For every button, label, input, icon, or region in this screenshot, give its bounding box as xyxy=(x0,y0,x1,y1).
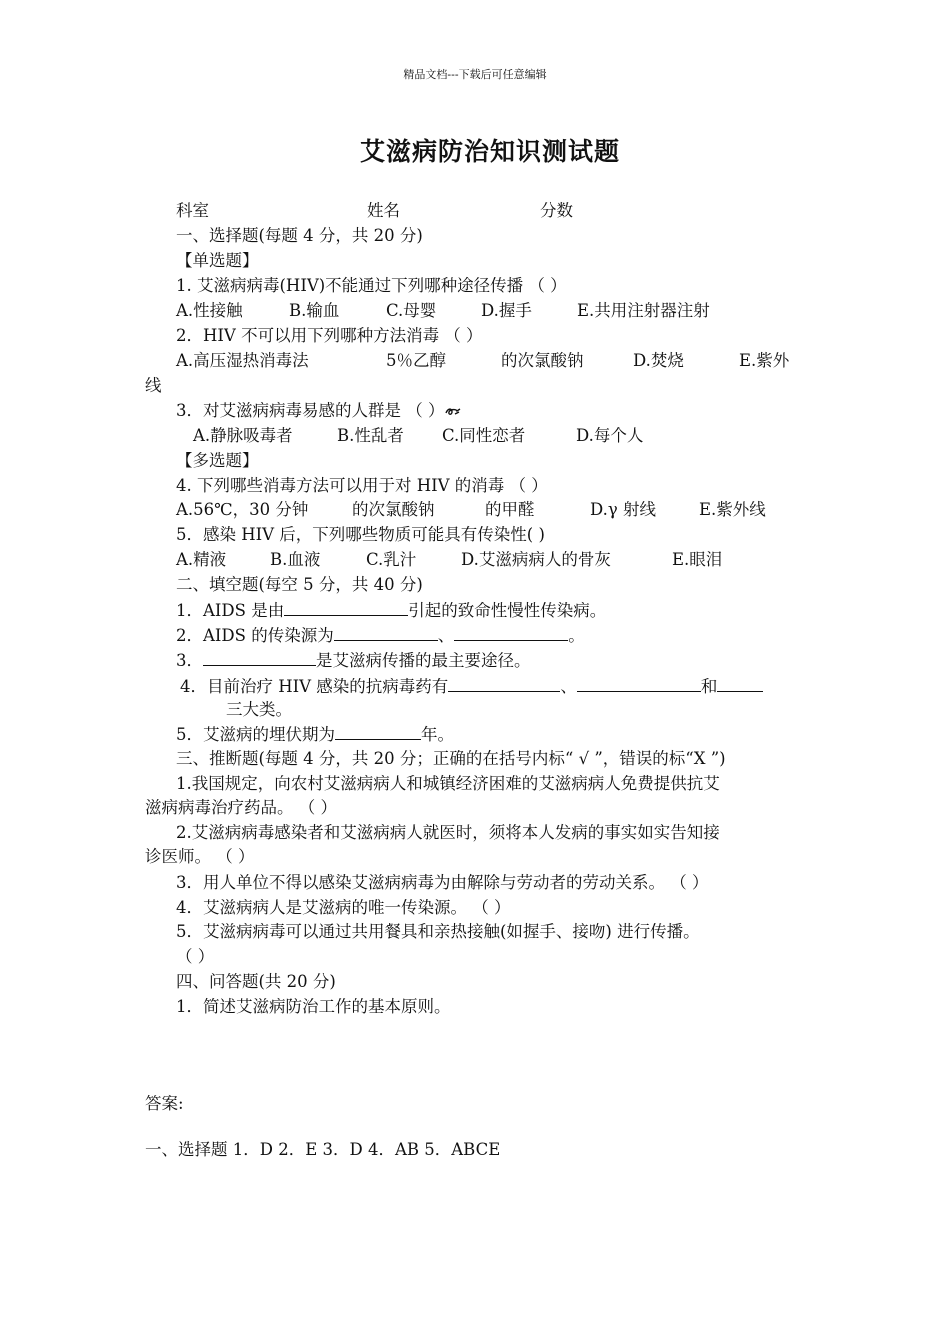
fill-q5-prefix: 5．艾滋病的埋伏期为 xyxy=(176,725,335,744)
fill-q3-prefix: 3． xyxy=(176,651,203,670)
q5-option-d: D.艾滋病病人的骨灰 xyxy=(461,550,611,569)
q5-option-e: E.眼泪 xyxy=(672,550,723,569)
fill-q2-prefix: 2．AIDS 的传染源为 xyxy=(176,626,334,645)
judge-q5-line1: 5．艾滋病病毒可以通过共用餐具和亲热接触(如握手、接吻) 进行传播。 xyxy=(176,922,700,941)
fill-q4-sep: 、 xyxy=(560,677,577,696)
answers-label: 答案: xyxy=(145,1094,184,1113)
question-1-stem: 1. 艾滋病病毒(HIV)不能通过下列哪种途径传播 （ ） xyxy=(176,276,567,295)
answer-blank[interactable] xyxy=(717,676,763,692)
q3-option-c: C.同性恋者 xyxy=(442,426,526,445)
q4-option-e: E.紫外线 xyxy=(699,500,766,519)
question-3-text: 3．对艾滋病病毒易感的人群是 （ ） xyxy=(176,401,445,420)
answer-blank[interactable] xyxy=(577,676,701,692)
multi-choice-label: 【多选题】 xyxy=(176,451,259,470)
q4-option-b: 的次氯酸钠 xyxy=(352,500,435,519)
fill-q4-and: 和 xyxy=(700,677,718,696)
fill-question-1 xyxy=(176,600,606,621)
page-title: 艾滋病防治知识测试题 xyxy=(359,137,620,166)
name-label: 姓名 xyxy=(367,201,400,220)
judge-q2-line2: 诊医师。 （ ） xyxy=(145,847,255,866)
question-3-stem xyxy=(176,401,461,421)
section4-heading: 四、问答题(共 20 分) xyxy=(176,972,336,991)
q4-option-c: 的甲醛 xyxy=(485,500,535,519)
judge-q1-line1: 1.我国规定，向农村艾滋病病人和城镇经济困难的艾滋病病人免费提供抗艾 xyxy=(176,774,720,793)
judge-q1-line2: 滋病病毒治疗药品。 （ ） xyxy=(145,798,337,817)
single-choice-label: 【单选题】 xyxy=(176,251,259,270)
q5-option-a: A.精液 xyxy=(176,550,227,569)
judge-q4: 4．艾滋病病人是艾滋病的唯一传染源。 （ ） xyxy=(176,898,511,917)
score-label: 分数 xyxy=(540,201,573,220)
q1-option-e: E.共用注射器注射 xyxy=(577,301,710,320)
q5-option-b: B.血液 xyxy=(270,550,321,569)
fill-q2-suffix: 。 xyxy=(568,626,585,645)
q1-option-d: D.握手 xyxy=(481,301,532,320)
q2-option-e: E.紫外 xyxy=(739,351,790,370)
fill-question-5 xyxy=(176,724,454,745)
answer-blank[interactable] xyxy=(454,625,568,641)
q1-option-b: B.输血 xyxy=(289,301,340,320)
q3-option-b: B.性乱者 xyxy=(337,426,404,445)
fill-q2-sep: 、 xyxy=(437,626,455,645)
section1-heading: 一、选择题(每题 4 分，共 20 分) xyxy=(176,226,423,245)
question-2-stem: 2．HIV 不可以用下列哪种方法消毒 （ ） xyxy=(176,326,483,345)
q2-option-a: A.高压湿热消毒法 xyxy=(176,351,309,370)
fill-q4-tail: 三大类。 xyxy=(226,700,292,719)
judge-q3: 3．用人单位不得以感染艾滋病病毒为由解除与劳动者的劳动关系。 （ ） xyxy=(176,873,709,892)
answer-blank[interactable] xyxy=(284,600,408,616)
fill-q1-prefix: 1．AIDS 是由 xyxy=(176,601,285,620)
fill-question-4 xyxy=(180,676,763,697)
answer-blank[interactable] xyxy=(334,625,438,641)
fill-q4-prefix: 4．目前治疗 HIV 感染的抗病毒药有 xyxy=(180,677,449,696)
q2-wrap-text: 线 xyxy=(145,376,162,395)
q1-option-c: C.母婴 xyxy=(386,301,437,320)
fill-q1-suffix: 引起的致命性慢性传染病。 xyxy=(408,601,607,620)
judge-q2-line1: 2.艾滋病病毒感染者和艾滋病病人就医时，须将本人发病的事实如实告知接 xyxy=(176,823,720,842)
judge-q5-line2: （ ） xyxy=(176,947,215,966)
answer-blank[interactable] xyxy=(335,724,421,740)
q1-option-a: A.性接触 xyxy=(176,301,243,320)
scribble-mark-icon xyxy=(445,406,461,418)
q3-option-a: A.静脉吸毒者 xyxy=(193,426,293,445)
section3-heading: 三、推断题(每题 4 分，共 20 分；正确的在括号内标“ √ ”，错误的标“X ”) xyxy=(176,749,726,768)
q4-option-d: D.γ 射线 xyxy=(590,500,656,519)
fill-q5-suffix: 年。 xyxy=(421,725,454,744)
q5-option-c: C.乳汁 xyxy=(366,550,417,569)
q2-option-d: D.焚烧 xyxy=(633,351,684,370)
fill-question-2 xyxy=(176,625,585,646)
dept-label: 科室 xyxy=(176,201,209,220)
q3-option-d: D.每个人 xyxy=(576,426,644,445)
q2-option-b: 5％乙醇 xyxy=(386,351,446,370)
answers-line-1: 一、选择题 1．D 2．E 3．D 4．AB 5．ABCE xyxy=(145,1140,501,1159)
answer-blank[interactable] xyxy=(203,650,316,666)
q2-option-c: 的次氯酸钠 xyxy=(501,351,584,370)
fill-q3-suffix: 是艾滋病传播的最主要途径。 xyxy=(316,651,531,670)
fill-question-3 xyxy=(176,650,531,671)
q4-option-a: A.56℃，30 分钟 xyxy=(176,500,309,519)
essay-question-1: 1．简述艾滋病防治工作的基本原则。 xyxy=(176,997,451,1016)
question-4-stem: 4. 下列哪些消毒方法可以用于对 HIV 的消毒 （ ） xyxy=(176,476,548,495)
page-header: 精品文档---下载后可任意编辑 xyxy=(403,68,547,81)
answer-blank[interactable] xyxy=(448,676,560,692)
section2-heading: 二、填空题(每空 5 分，共 40 分) xyxy=(176,575,423,594)
question-5-stem: 5．感染 HIV 后，下列哪些物质可能具有传染性( ) xyxy=(176,525,545,544)
